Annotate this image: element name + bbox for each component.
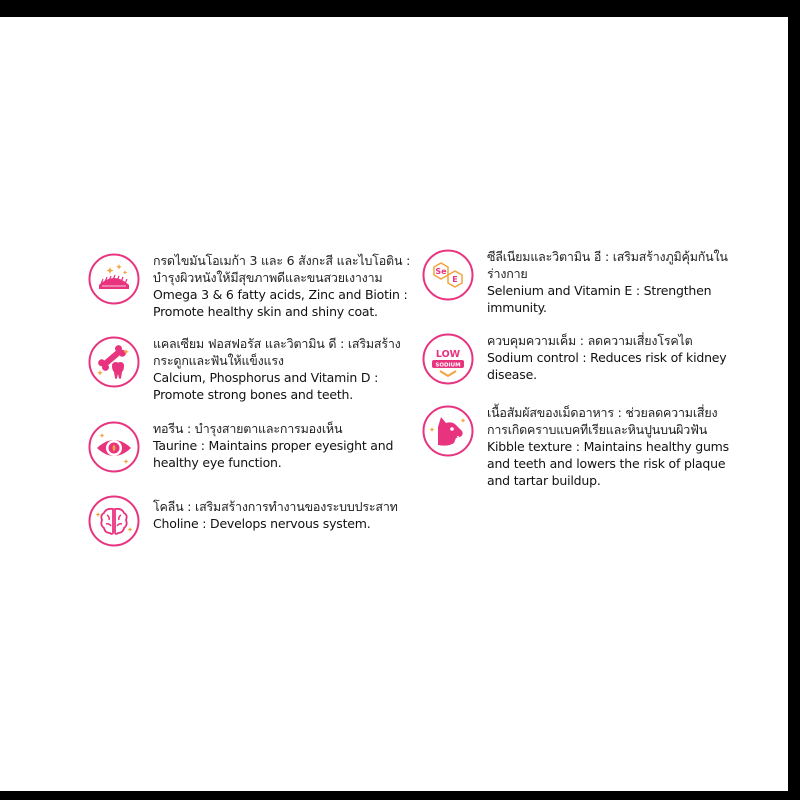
english-line: Promote strong bones and teeth. bbox=[153, 387, 354, 402]
thai-line: บำรุงผิวหนังให้มีสุขภาพดีและขนสวยเงางาม bbox=[153, 270, 383, 285]
feature-text bbox=[153, 335, 401, 403]
english-line: Omega 3 & 6 fatty acids, Zinc and Biotin : bbox=[153, 287, 408, 302]
eye-icon bbox=[88, 421, 140, 473]
thai-line: ควบคุมความเค็ม : ลดความเสี่ยงโรคไต bbox=[487, 333, 693, 348]
right-black-edge bbox=[788, 17, 800, 791]
bone-tooth-icon bbox=[88, 336, 140, 388]
low-sodium-icon bbox=[422, 333, 474, 385]
top-black-bar bbox=[0, 0, 800, 17]
thai-line: กระดูกและฟันให้แข็งแรง bbox=[153, 353, 284, 368]
feature-choline bbox=[88, 494, 398, 547]
english-line: Sodium control : Reduces risk of kidney bbox=[487, 350, 727, 365]
thai-line: การเกิดคราบแบคทีเรียและหินปูนบนผิวฟัน bbox=[487, 422, 708, 437]
thai-line: แคลเซียม ฟอสฟอรัส และวิตามิน ดี : เสริมสร้าง bbox=[153, 336, 401, 351]
english-line: Selenium and Vitamin E : Strengthen bbox=[487, 283, 712, 298]
feature-text bbox=[153, 420, 393, 471]
icon-label-se: Se bbox=[435, 267, 447, 276]
feature-text bbox=[153, 252, 410, 320]
brain-icon bbox=[88, 495, 140, 547]
feature-omega bbox=[88, 252, 410, 320]
feature-text bbox=[153, 494, 398, 532]
feature-sodium bbox=[422, 332, 726, 385]
icon-label-low: LOW bbox=[435, 349, 461, 360]
english-line: immunity. bbox=[487, 300, 547, 315]
feature-taurine bbox=[88, 420, 393, 473]
english-line: disease. bbox=[487, 367, 537, 382]
feature-text bbox=[487, 248, 728, 316]
thai-line: เนื้อสัมผัสของเม็ดอาหาร : ช่วยลดความเสี่ยง bbox=[487, 405, 718, 420]
thai-line: ร่างกาย bbox=[487, 266, 528, 281]
bottom-black-bar bbox=[0, 791, 800, 800]
english-line: Kibble texture : Maintains healthy gums bbox=[487, 439, 729, 454]
english-line: Promote healthy skin and shiny coat. bbox=[153, 304, 378, 319]
skin-coat-icon bbox=[88, 253, 140, 305]
english-line: Taurine : Maintains proper eyesight and bbox=[153, 438, 394, 453]
cat-teeth-icon bbox=[422, 405, 474, 457]
selenium-vitamin-e-icon bbox=[422, 249, 474, 301]
english-line: Choline : Develops nervous system. bbox=[153, 516, 371, 531]
feature-text bbox=[487, 332, 726, 383]
feature-calcium bbox=[88, 335, 401, 403]
english-line: Calcium, Phosphorus and Vitamin D : bbox=[153, 370, 379, 385]
english-line: and teeth and lowers the risk of plaque bbox=[487, 456, 726, 471]
english-line: healthy eye function. bbox=[153, 455, 282, 470]
feature-text bbox=[487, 404, 729, 489]
feature-selenium bbox=[422, 248, 728, 316]
thai-line: ซีลีเนียมและวิตามิน อี : เสริมสร้างภูมิคุ้มกันใน bbox=[487, 249, 728, 264]
icon-label-e: E bbox=[452, 275, 458, 284]
english-line: and tartar buildup. bbox=[487, 473, 601, 488]
thai-line: โคลีน : เสริมสร้างการทำงานของระบบประสาท bbox=[153, 499, 398, 514]
thai-line: กรดไขมันโอเมก้า 3 และ 6 สังกะสี และไบโอติน : bbox=[153, 253, 411, 268]
icon-label-sodium: SODIUM bbox=[435, 362, 461, 369]
feature-kibble bbox=[422, 404, 729, 489]
thai-line: ทอรีน : บำรุงสายตาและการมองเห็น bbox=[153, 421, 343, 436]
